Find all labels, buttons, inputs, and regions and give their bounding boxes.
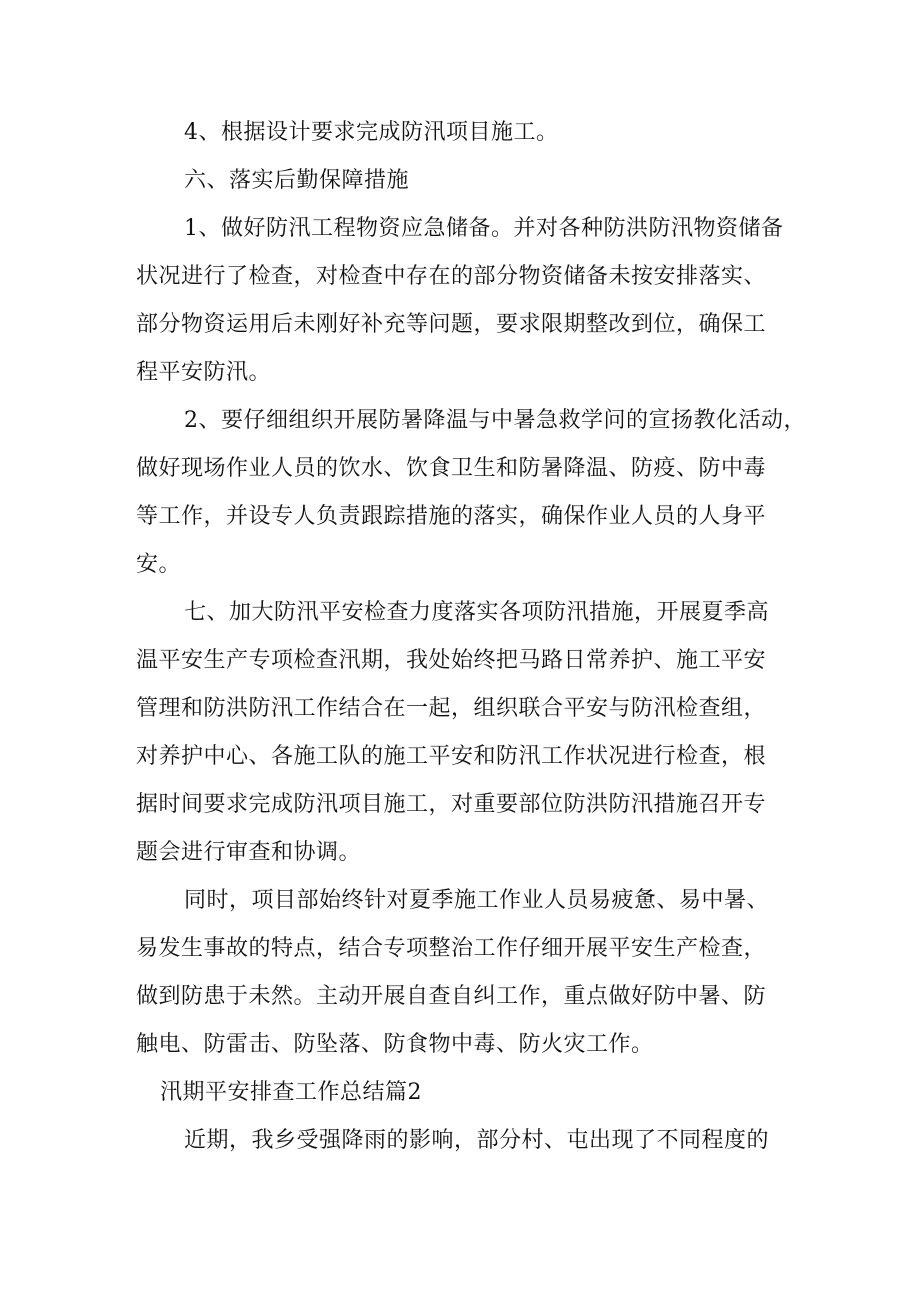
paragraph-line: 同时，项目部始终针对夏季施工作业人员易疲惫、易中暑、	[184, 888, 770, 913]
paragraph-line: 部分物资运用后未刚好补充等问题，要求限期整改到位，确保工	[136, 312, 767, 337]
paragraph-line: 近期，我乡受强降雨的影响，部分村、屯出现了不同程度的	[184, 1128, 770, 1153]
paragraph-line: 据时间要求完成防汛项目施工，对重要部位防洪防汛措施召开专	[136, 792, 767, 817]
paragraph-line: 温平安生产专项检查汛期，我处始终把马路日常养护、施工平安	[136, 648, 767, 673]
paragraph-line: 触电、防雷击、防坠落、防食物中毒、防火灾工作。	[136, 1032, 654, 1057]
article-title: 汛期平安排查工作总结篇2	[160, 1080, 422, 1105]
paragraph-line: 安。	[136, 552, 182, 577]
paragraph-line: 易发生事故的特点，结合专项整治工作仔细开展平安生产检查，	[136, 936, 767, 961]
paragraph-line: 对养护中心、各施工队的施工平安和防汛工作状况进行检查，根	[136, 744, 767, 769]
paragraph-line: 管理和防洪防汛工作结合在一起，组织联合平安与防汛检查组，	[136, 696, 767, 721]
paragraph-line: 做好现场作业人员的饮水、饮食卫生和防暑降温、防疫、防中毒	[136, 456, 767, 481]
section-heading: 六、落实后勤保障措施	[184, 168, 410, 193]
paragraph-line: 七、加大防汛平安检查力度落实各项防汛措施，开展夏季高	[184, 600, 770, 625]
paragraph-line: 状况进行了检查，对检查中存在的部分物资储备未按安排落实、	[136, 264, 767, 289]
paragraph-line: 等工作，并设专人负责跟踪措施的落实，确保作业人员的人身平	[136, 504, 767, 529]
paragraph-line: 1、做好防汛工程物资应急储备。并对各种防洪防汛物资储备	[184, 216, 784, 241]
paragraph-line: 4、根据设计要求完成防汛项目施工。	[184, 120, 559, 145]
paragraph-line: 2、要仔细组织开展防暑降温与中暑急救学问的宣扬教化活动，	[184, 408, 806, 433]
paragraph-line: 题会进行审查和协调。	[136, 840, 362, 865]
paragraph-line: 做到防患于未然。主动开展自查自纠工作，重点做好防中暑、防	[136, 984, 767, 1009]
paragraph-line: 程平安防汛。	[136, 360, 272, 385]
